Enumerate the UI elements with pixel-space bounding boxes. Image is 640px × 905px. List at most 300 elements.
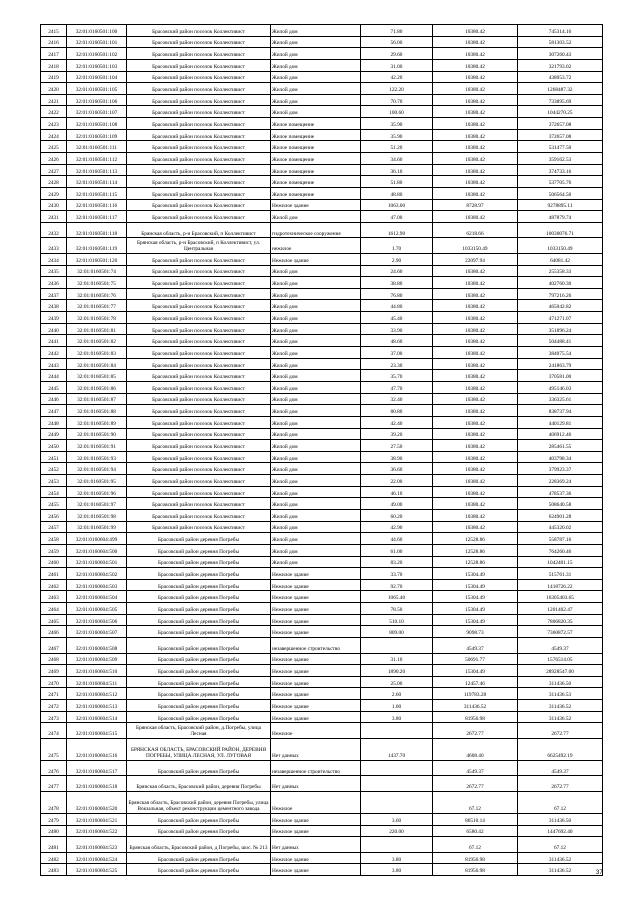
address-cell: Брасовский район поселок Коллективист: [127, 36, 271, 48]
row-number-cell: 2422: [41, 106, 67, 118]
address-cell: Брасовский район поселок Коллективист: [127, 164, 271, 176]
area-cell: 45.40: [361, 312, 433, 324]
cadastral-number-cell: 32:01:0160604:516: [67, 738, 127, 760]
table-row: [41, 723, 603, 739]
specific-value-cell: 119783.28: [433, 688, 518, 700]
table-row: [41, 638, 603, 654]
cadastral-number-cell: 32:01:0160501:82: [67, 335, 127, 347]
area-cell: 80.80: [361, 405, 433, 417]
object-type-cell: Жилой дом: [271, 381, 361, 393]
cadastral-value-cell: 465042.82: [518, 300, 603, 312]
specific-value-cell: 6580.42: [433, 825, 518, 837]
area-cell: 809.00: [361, 626, 433, 638]
table-row: [41, 59, 603, 71]
object-type-cell: незавершенное строительство: [271, 760, 361, 776]
object-type-cell: Нежилое здание: [271, 711, 361, 723]
table-row: [41, 48, 603, 60]
row-number-cell: 2436: [41, 277, 67, 289]
address-cell: Брасовский район поселок Коллективист: [127, 347, 271, 359]
row-number-cell: 2454: [41, 486, 67, 498]
cadastral-value-cell: 445320.02: [518, 521, 603, 533]
object-type-cell: Жилой дом: [271, 370, 361, 382]
object-type-cell: Нежилое здание: [271, 676, 361, 688]
cadastral-number-cell: 32:01:0160501:104: [67, 71, 127, 83]
cadastral-number-cell: 32:01:0160501:107: [67, 106, 127, 118]
row-number-cell: 2468: [41, 653, 67, 665]
area-cell: [361, 776, 433, 792]
table-row: [41, 176, 603, 188]
object-type-cell: Нежилое: [271, 791, 361, 813]
cadastral-number-cell: 32:01:0160501:78: [67, 312, 127, 324]
cadastral-number-cell: 32:01:0160501:108: [67, 118, 127, 130]
row-number-cell: 2451: [41, 451, 67, 463]
row-number-cell: 2458: [41, 533, 67, 545]
table-row: [41, 199, 603, 211]
cadastral-value-cell: 285461.55: [518, 440, 603, 452]
address-cell: Брасовский район поселок Коллективист: [127, 393, 271, 405]
area-cell: 38.90: [361, 451, 433, 463]
specific-value-cell: 22097.94: [433, 253, 518, 265]
address-cell: Брасовский район деревня Погребы: [127, 700, 271, 712]
area-cell: 510.10: [361, 614, 433, 626]
object-type-cell: Жилой дом: [271, 277, 361, 289]
cadastral-value-cell: 9278895.11: [518, 199, 603, 211]
cadastral-value-cell: 67.12: [518, 837, 603, 853]
cadastral-number-cell: 32:01:0160501:102: [67, 48, 127, 60]
object-type-cell: Нежилое здание: [271, 591, 361, 603]
table-row: [41, 187, 603, 199]
cadastral-value-cell: 67.12: [518, 791, 603, 813]
cadastral-value-cell: 1201402.47: [518, 603, 603, 615]
cadastral-number-cell: 32:01:0160501:88: [67, 405, 127, 417]
cadastral-value-cell: 372657.08: [518, 118, 603, 130]
cadastral-number-cell: 32:01:0160501:116: [67, 199, 127, 211]
table-row: [41, 837, 603, 853]
specific-value-cell: 15304.49: [433, 591, 518, 603]
table-row: [41, 676, 603, 688]
specific-value-cell: 10380.42: [433, 141, 518, 153]
row-number-cell: 2446: [41, 393, 67, 405]
row-number-cell: 2431: [41, 211, 67, 223]
address-cell: Брасовский район деревня Погребы: [127, 653, 271, 665]
address-cell: Брасовский район поселок Коллективист: [127, 25, 271, 37]
table-row: [41, 509, 603, 521]
address-cell: Брасовский район поселок Коллективист: [127, 381, 271, 393]
table-row: [41, 94, 603, 106]
table-row: [41, 36, 603, 48]
row-number-cell: 2425: [41, 141, 67, 153]
specific-value-cell: 15304.49: [433, 568, 518, 580]
area-cell: 46.10: [361, 486, 433, 498]
cadastral-number-cell: 32:01:0160501:112: [67, 153, 127, 165]
cadastral-value-cell: 4549.37: [518, 638, 603, 654]
cadastral-value-cell: 374733.16: [518, 164, 603, 176]
cadastral-number-cell: 32:01:0160604:510: [67, 665, 127, 677]
cadastral-value-cell: 745314.16: [518, 25, 603, 37]
object-type-cell: Нежилое здание: [271, 653, 361, 665]
table-row: [41, 486, 603, 498]
address-cell: Брасовский район поселок Коллективист: [127, 475, 271, 487]
area-cell: 42.90: [361, 521, 433, 533]
address-cell: Брасовский район поселок Коллективист: [127, 141, 271, 153]
address-cell: Брасовский район поселок Коллективист: [127, 521, 271, 533]
cadastral-value-cell: 764260.46: [518, 544, 603, 556]
area-cell: [361, 791, 433, 813]
address-cell: Брасовский район поселок Коллективист: [127, 416, 271, 428]
cadastral-number-cell: 32:01:0160501:100: [67, 25, 127, 37]
row-number-cell: 2467: [41, 638, 67, 654]
row-number-cell: 2459: [41, 544, 67, 556]
object-type-cell: Нежилое здание: [271, 614, 361, 626]
table-row: [41, 688, 603, 700]
specific-value-cell: 12528.86: [433, 556, 518, 568]
specific-value-cell: 10380.42: [433, 118, 518, 130]
row-number-cell: 2469: [41, 665, 67, 677]
address-cell: Брасовский район поселок Коллективист: [127, 153, 271, 165]
object-type-cell: Жилой дом: [271, 544, 361, 556]
row-number-cell: 2418: [41, 59, 67, 71]
row-number-cell: 2426: [41, 153, 67, 165]
cadastral-number-cell: 32:01:0160604:504: [67, 591, 127, 603]
row-number-cell: 2482: [41, 852, 67, 864]
specific-value-cell: 10380.42: [433, 187, 518, 199]
area-cell: 42.40: [361, 416, 433, 428]
specific-value-cell: 12528.86: [433, 533, 518, 545]
cadastral-value-cell: 624901.28: [518, 509, 603, 521]
area-cell: 44.80: [361, 300, 433, 312]
address-cell: Брасовский район поселок Коллективист: [127, 59, 271, 71]
table-row: [41, 323, 603, 335]
object-type-cell: Жилой дом: [271, 428, 361, 440]
table-row: [41, 700, 603, 712]
cadastral-number-cell: 32:01:0160501:81: [67, 323, 127, 335]
table-row: [41, 106, 603, 118]
area-cell: 31.00: [361, 59, 433, 71]
table-row: [41, 129, 603, 141]
row-number-cell: 2433: [41, 238, 67, 254]
specific-value-cell: 10380.42: [433, 405, 518, 417]
row-number-cell: 2470: [41, 676, 67, 688]
object-type-cell: Нежилое здание: [271, 864, 361, 876]
object-type-cell: Жилой дом: [271, 106, 361, 118]
object-type-cell: Жилое помещение: [271, 118, 361, 130]
area-cell: 122.20: [361, 83, 433, 95]
area-cell: 92.70: [361, 579, 433, 591]
specific-value-cell: 10380.42: [433, 288, 518, 300]
address-cell: Брасовский район поселок Коллективист: [127, 71, 271, 83]
table-row: [41, 776, 603, 792]
object-type-cell: Нет данных: [271, 837, 361, 853]
specific-value-cell: 10380.42: [433, 451, 518, 463]
cadastral-number-cell: 32:01:0160501:111: [67, 141, 127, 153]
cadastral-value-cell: 10030076.71: [518, 222, 603, 238]
area-cell: [361, 760, 433, 776]
cadastral-number-cell: 32:01:0160604:511: [67, 676, 127, 688]
row-number-cell: 2434: [41, 253, 67, 265]
area-cell: 37.00: [361, 347, 433, 359]
cadastral-number-cell: 32:01:0160604:506: [67, 614, 127, 626]
table-row: [41, 164, 603, 176]
object-type-cell: Жилой дом: [271, 288, 361, 300]
cadastral-number-cell: 32:01:0160604:521: [67, 813, 127, 825]
specific-value-cell: 6218.66: [433, 222, 518, 238]
object-type-cell: Жилой дом: [271, 211, 361, 223]
specific-value-cell: 10380.42: [433, 176, 518, 188]
address-cell: Брасовский район поселок Коллективист: [127, 129, 271, 141]
address-cell: Брасовский район деревня Погребы: [127, 626, 271, 638]
table-row: [41, 463, 603, 475]
object-type-cell: Нежилое: [271, 723, 361, 739]
cadastral-number-cell: 32:01:0160501:118: [67, 222, 127, 238]
address-cell: Брянская область, р-н Брасовский, п Коллективист: [127, 222, 271, 238]
cadastral-value-cell: 1044270.25: [518, 106, 603, 118]
address-cell: Брасовский район поселок Коллективист: [127, 428, 271, 440]
cadastral-value-cell: 1418726.22: [518, 579, 603, 591]
specific-value-cell: 15304.49: [433, 603, 518, 615]
row-number-cell: 2478: [41, 791, 67, 813]
specific-value-cell: 86510.14: [433, 813, 518, 825]
area-cell: 36.60: [361, 463, 433, 475]
cadastral-number-cell: 32:01:0160501:94: [67, 463, 127, 475]
address-cell: Брянская область, Брасовский район, деревня Погребы, улица Вокзальная, объект реконструкции цементного завода: [127, 791, 271, 813]
specific-value-cell: 10380.42: [433, 48, 518, 60]
specific-value-cell: 15304.49: [433, 614, 518, 626]
area-cell: 25.00: [361, 676, 433, 688]
address-cell: Брасовский район поселок Коллективист: [127, 405, 271, 417]
area-cell: 38.80: [361, 277, 433, 289]
table-row: [41, 358, 603, 370]
object-type-cell: Жилой дом: [271, 509, 361, 521]
area-cell: 39.20: [361, 428, 433, 440]
specific-value-cell: 10380.42: [433, 416, 518, 428]
area-cell: 3.80: [361, 864, 433, 876]
object-type-cell: Нет данных: [271, 738, 361, 760]
object-type-cell: Жилое помещение: [271, 187, 361, 199]
cadastral-number-cell: 32:01:0160604:503: [67, 579, 127, 591]
specific-value-cell: 10380.42: [433, 94, 518, 106]
cadastral-value-cell: 311436.52: [518, 700, 603, 712]
table-row: [41, 521, 603, 533]
specific-value-cell: 15304.49: [433, 579, 518, 591]
object-type-cell: Жилой дом: [271, 521, 361, 533]
row-number-cell: 2465: [41, 614, 67, 626]
address-cell: Брасовский район поселок Коллективист: [127, 48, 271, 60]
specific-value-cell: 4608.40: [433, 738, 518, 760]
cadastral-value-cell: 438053.72: [518, 71, 603, 83]
cadastral-number-cell: 32:01:0160501:105: [67, 83, 127, 95]
table-row: [41, 370, 603, 382]
row-number-cell: 2429: [41, 187, 67, 199]
cadastral-value-table: [40, 24, 603, 876]
specific-value-cell: 1033150.49: [433, 238, 518, 254]
cadastral-number-cell: 32:01:0160604:513: [67, 700, 127, 712]
cadastral-value-cell: 504488.41: [518, 335, 603, 347]
area-cell: 1890.20: [361, 665, 433, 677]
specific-value-cell: 10380.42: [433, 347, 518, 359]
cadastral-number-cell: 32:01:0160604:512: [67, 688, 127, 700]
specific-value-cell: 10380.42: [433, 59, 518, 71]
specific-value-cell: 10380.42: [433, 521, 518, 533]
cadastral-value-cell: 402760.30: [518, 277, 603, 289]
table-row: [41, 288, 603, 300]
specific-value-cell: 10380.42: [433, 335, 518, 347]
address-cell: Брасовский район поселок Коллективист: [127, 451, 271, 463]
object-type-cell: Нежилое здание: [271, 568, 361, 580]
row-number-cell: 2415: [41, 25, 67, 37]
cadastral-value-cell: 311436.52: [518, 711, 603, 723]
cadastral-value-cell: 1042401.15: [518, 556, 603, 568]
address-cell: Брасовский район поселок Коллективист: [127, 94, 271, 106]
specific-value-cell: 4549.37: [433, 760, 518, 776]
cadastral-number-cell: 32:01:0160604:523: [67, 837, 127, 853]
specific-value-cell: 10380.42: [433, 83, 518, 95]
specific-value-cell: 67.12: [433, 837, 518, 853]
table-row: [41, 83, 603, 95]
cadastral-value-cell: 506564.50: [518, 187, 603, 199]
area-cell: 51.20: [361, 141, 433, 153]
table-row: [41, 852, 603, 864]
cadastral-number-cell: 32:01:0160604:524: [67, 852, 127, 864]
cadastral-number-cell: 32:01:0160501:109: [67, 129, 127, 141]
specific-value-cell: 10380.42: [433, 370, 518, 382]
object-type-cell: Жилое помещение: [271, 164, 361, 176]
address-cell: Брасовский район поселок Коллективист: [127, 118, 271, 130]
cadastral-value-cell: 384075.54: [518, 347, 603, 359]
area-cell: 76.80: [361, 288, 433, 300]
object-type-cell: Нежилое здание: [271, 579, 361, 591]
cadastral-value-cell: 370581.00: [518, 370, 603, 382]
table-row: [41, 760, 603, 776]
row-number-cell: 2461: [41, 568, 67, 580]
area-cell: 47.70: [361, 381, 433, 393]
area-cell: 78.50: [361, 603, 433, 615]
address-cell: Брасовский район деревня Погребы: [127, 579, 271, 591]
object-type-cell: Жилой дом: [271, 94, 361, 106]
cadastral-number-cell: 32:01:0160501:75: [67, 277, 127, 289]
object-type-cell: Нежилое здание: [271, 852, 361, 864]
table-row: [41, 864, 603, 876]
table-row: [41, 277, 603, 289]
cadastral-value-cell: 321793.02: [518, 59, 603, 71]
address-cell: Брасовский район деревня Погребы: [127, 614, 271, 626]
area-cell: 3.80: [361, 852, 433, 864]
area-cell: 42.20: [361, 71, 433, 83]
cadastral-number-cell: 32:01:0160604:499: [67, 533, 127, 545]
table-row: [41, 393, 603, 405]
cadastral-value-cell: 440129.81: [518, 416, 603, 428]
cadastral-number-cell: 32:01:0160501:103: [67, 59, 127, 71]
specific-value-cell: 67.12: [433, 791, 518, 813]
cadastral-number-cell: 32:01:0160604:515: [67, 723, 127, 739]
address-cell: Брасовский район поселок Коллективист: [127, 300, 271, 312]
object-type-cell: Жилой дом: [271, 556, 361, 568]
cadastral-value-cell: 379923.37: [518, 463, 603, 475]
row-number-cell: 2445: [41, 381, 67, 393]
cadastral-value-cell: 515761.31: [518, 568, 603, 580]
specific-value-cell: 2672.77: [433, 723, 518, 739]
cadastral-number-cell: 32:01:0160604:520: [67, 791, 127, 813]
cadastral-number-cell: 32:01:0160501:85: [67, 370, 127, 382]
cadastral-value-cell: 255358.33: [518, 265, 603, 277]
address-cell: Брасовский район поселок Коллективист: [127, 199, 271, 211]
table-row: [41, 665, 603, 677]
cadastral-value-cell: 495146.03: [518, 381, 603, 393]
area-cell: 44.60: [361, 533, 433, 545]
area-cell: 3.80: [361, 711, 433, 723]
address-cell: Брасовский район деревня Погребы: [127, 638, 271, 654]
object-type-cell: Нежилое здание: [271, 253, 361, 265]
cadastral-value-cell: 6625492.19: [518, 738, 603, 760]
area-cell: 35.90: [361, 129, 433, 141]
cadastral-number-cell: 32:01:0160501:89: [67, 416, 127, 428]
area-cell: 51.80: [361, 176, 433, 188]
area-cell: 48.80: [361, 187, 433, 199]
object-type-cell: Нежилое здание: [271, 665, 361, 677]
specific-value-cell: 10380.42: [433, 300, 518, 312]
area-cell: 23.30: [361, 358, 433, 370]
specific-value-cell: 10380.42: [433, 106, 518, 118]
cadastral-number-cell: 32:01:0160604:507: [67, 626, 127, 638]
row-number-cell: 2472: [41, 700, 67, 712]
cadastral-value-cell: 487879.74: [518, 211, 603, 223]
table-row: [41, 556, 603, 568]
object-type-cell: Жилой дом: [271, 323, 361, 335]
cadastral-number-cell: 32:01:0160501:93: [67, 451, 127, 463]
area-cell: 31.10: [361, 653, 433, 665]
cadastral-value-cell: 2672.77: [518, 723, 603, 739]
object-type-cell: нежилое: [271, 238, 361, 254]
address-cell: БРЯНСКАЯ ОБЛАСТЬ, БРАСОВСКИЙ РАЙОН, ДЕРЕВНЯ ПОГРЕБЫ, УЛИЦА ЛЕСНАЯ, УЛ. ЛУГОВАЯ: [127, 738, 271, 760]
row-number-cell: 2460: [41, 556, 67, 568]
cadastral-value-cell: 1576514.05: [518, 653, 603, 665]
object-type-cell: Жилой дом: [271, 300, 361, 312]
area-cell: 71.80: [361, 25, 433, 37]
object-type-cell: Нежилое здание: [271, 825, 361, 837]
row-number-cell: 2462: [41, 579, 67, 591]
cadastral-value-cell: 558787.16: [518, 533, 603, 545]
area-cell: 33.90: [361, 323, 433, 335]
cadastral-value-cell: 471271.07: [518, 312, 603, 324]
cadastral-number-cell: 32:01:0160604:501: [67, 556, 127, 568]
object-type-cell: Жилой дом: [271, 416, 361, 428]
address-cell: Брянская область, Брасовский район, д.Погребы, улица Лесная: [127, 723, 271, 739]
cadastral-value-cell: 16305403.65: [518, 591, 603, 603]
object-type-cell: Жилой дом: [271, 48, 361, 60]
specific-value-cell: 10380.42: [433, 277, 518, 289]
row-number-cell: 2419: [41, 71, 67, 83]
area-cell: 70.70: [361, 94, 433, 106]
address-cell: Брасовский район деревня Погребы: [127, 676, 271, 688]
cadastral-number-cell: 32:01:0160501:114: [67, 176, 127, 188]
table-row: [41, 603, 603, 615]
cadastral-number-cell: 32:01:0160604:518: [67, 776, 127, 792]
object-type-cell: Жилое помещение: [271, 141, 361, 153]
specific-value-cell: 10380.42: [433, 153, 518, 165]
area-cell: 1065.40: [361, 591, 433, 603]
address-cell: Брянская область, р-н Брасовский, п Коллективист, ул. Центральная: [127, 238, 271, 254]
table-row: [41, 711, 603, 723]
cadastral-value-cell: 2672.77: [518, 776, 603, 792]
table-row: [41, 312, 603, 324]
object-type-cell: Жилой дом: [271, 475, 361, 487]
object-type-cell: Жилой дом: [271, 358, 361, 370]
row-number-cell: 2455: [41, 498, 67, 510]
object-type-cell: Нежилое здание: [271, 813, 361, 825]
address-cell: Брянская область, Брасовский район, д Погребы, шос. № 213: [127, 837, 271, 853]
cadastral-number-cell: 32:01:0160604:500: [67, 544, 127, 556]
table-row: [41, 265, 603, 277]
area-cell: 1063.00: [361, 199, 433, 211]
